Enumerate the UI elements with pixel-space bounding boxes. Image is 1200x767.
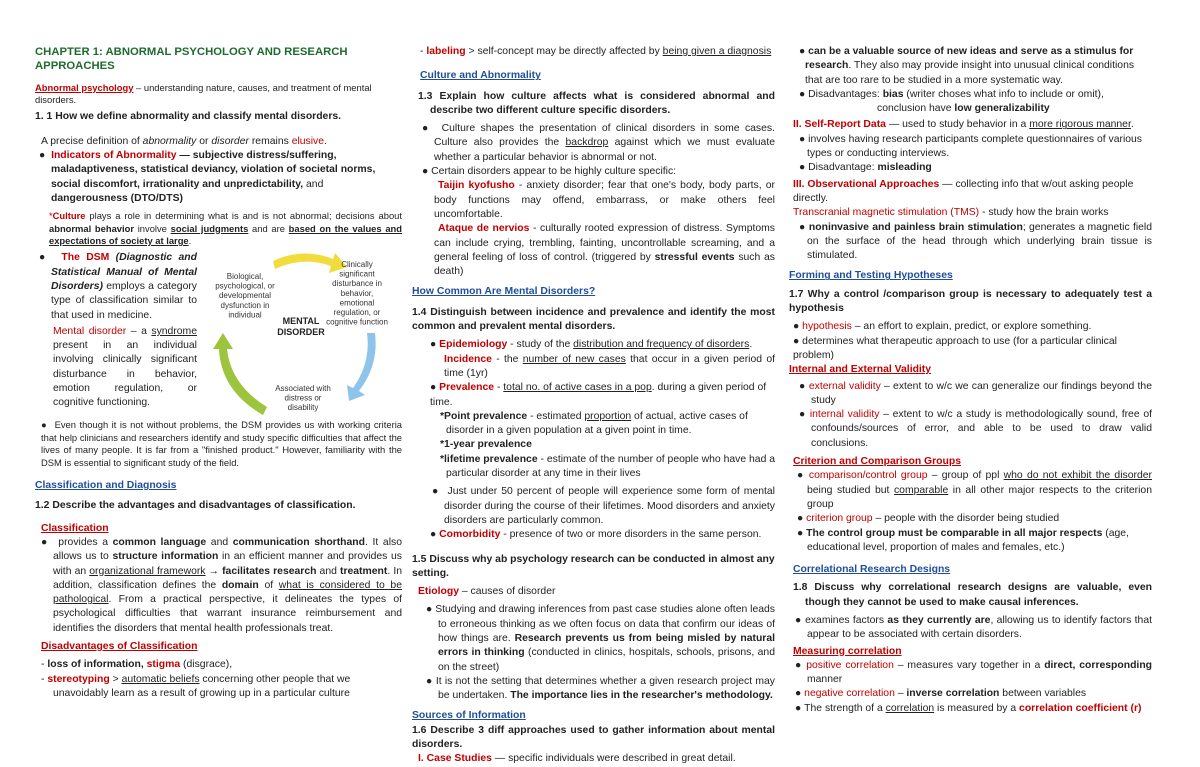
question-1-2: 1.2 Describe the advantages and disadvantages of classification.: [35, 500, 356, 512]
mental-disorder-definition: Mental disorder – a syndrome present in an individual involving clinically significant disturbance in behavior, emotion regulation, or cognitive functioning.: [53, 325, 197, 409]
studying-inferences: ● Studying and drawing inferences from past case studies alone often leads to erroneous thinking as we often focus on data that confirm our ideas of how things are. Research prevents us from being misled by natural errors in thinking (conducted in clinics, hospitals, schools, prisons, and on the street): [426, 604, 775, 673]
diagram-label-distress: Associated with distress or disability: [275, 384, 331, 413]
question-1-7: 1.7 Why a control /comparison group is necessary to adequately test a hypothesis: [789, 288, 1152, 315]
culture-abnormality-heading: Culture and Abnormality: [420, 70, 541, 82]
how-common-heading: How Common Are Mental Disorders?: [412, 286, 596, 298]
question-1-8: 1.8 Discuss why correlational research designs are valuable, even though they cannot be used to make causal inferences.: [793, 582, 1152, 608]
not-the-setting: ● It is not the setting that determines whether a given research project may be undertaken. The importance lies in the researcher's methodology.: [426, 675, 775, 702]
tms-noninvasive: ● noninvasive and painless brain stimulation; generates a magnetic field on the surface of the head through which underlying brain tissue is stimulated.: [799, 221, 1153, 262]
labeling-item: - labeling > self-concept may be directly affected by being given a diagnosis: [420, 46, 772, 57]
incidence: Incidence - the number of new cases that occur in a given period of time (1yr): [444, 353, 776, 379]
self-report-data: II. Self-Report Data — used to study behavior in a more rigorous manner.: [793, 119, 1134, 131]
mental-disorder-diagram: [203, 245, 403, 425]
disadvantage-loss-of-info: - loss of information, stigma (disgrace),: [41, 659, 233, 671]
culture-shapes: ● Culture shapes the presentation of clinical disorders in some cases. Culture also provides the backdrop against which we must evaluate whether a particular behavior is abnormal or not.: [422, 123, 775, 163]
control-comparable: ● The control group must be comparable in all major respects (age, educational level, proportion of males and females, etc.): [797, 527, 1129, 553]
column-1: [35, 45, 402, 701]
correlation-strength: ● The strength of a correlation is measured by a correlation coefficient (r): [795, 702, 1142, 714]
self-report-involves: ● involves having research participants complete questionnaires of various types or conducting interviews.: [799, 133, 1143, 160]
culture-note: *Culture plays a role in determining what is and is not abnormal; decisions about abnormal behavior involve social judgments and are based on the values and expectations of society at large.: [49, 210, 402, 246]
hypothesis: ● hypothesis – an effort to explain, predict, or explore something.: [793, 321, 1092, 333]
criterion-group: ● criterion group – people with the disorder being studied: [797, 513, 1060, 525]
yellow-arrow: [273, 253, 347, 273]
negative-correlation: ● negative correlation – inverse correlation between variables: [795, 688, 1087, 700]
classification-body: ● provides a common language and communication shorthand. It also allows us to structure information in an efficient manner and provides us with an organizational framework → facilitates research and treatment. In addition, classification defines the domain of what is considered to be pathological. From a practical perspective, it delineates the types of psychological difficulties that warrant insurance reimbursement and identifies the disorders that mental health professionals treat.: [41, 536, 402, 634]
case-studies: I. Case Studies — specific individuals were described in great detail.: [418, 753, 736, 765]
determines-approach: ● determines what therapeutic approach to use (for a particular clinical problem): [793, 335, 1117, 361]
forming-testing-heading: Forming and Testing Hypotheses: [789, 270, 953, 282]
column-2: [412, 45, 775, 767]
etiology: Etiology – causes of disorder: [418, 586, 556, 598]
green-arrow: [213, 333, 267, 415]
question-1-1: 1. 1 How we define abnormality and classify mental disorders.: [35, 111, 342, 123]
one-year-prevalence: *1-year prevalence: [440, 439, 532, 451]
disadvantages-heading: Disadvantages of Classification: [41, 641, 198, 652]
measuring-correlation-heading: Measuring correlation: [793, 645, 902, 657]
chapter-title: CHAPTER 1: ABNORMAL PSYCHOLOGY AND RESEARCH APPROACHES: [35, 46, 348, 73]
positive-correlation: ● positive correlation – measures vary together in a direct, corresponding manner: [795, 659, 1153, 686]
dsm-even-though: ● Even though it is not without problems, the DSM provides us with working criteria that help clinicians and researchers identify and study specific difficulties that affect the lives of many people. It is far from a "finished product." However, familiarity with the DSM is essential to significant study of the field.: [41, 419, 402, 468]
culture-specific-intro: ● Certain disorders appear to be highly culture specific:: [422, 166, 677, 178]
question-1-6: 1.6 Describe 3 diff approaches used to gather information about mental disorders.: [412, 724, 775, 751]
abnormal-psychology-definition: Abnormal psychology – understanding nature, causes, and treatment of mental disorders.: [35, 81, 372, 105]
comparison-group: ● comparison/control group – group of ppl who do not exhibit the disorder being studied but comparable in all other major respects to the criterion group: [797, 470, 1152, 510]
epidemiology: ● Epidemiology - study of the distribution and frequency of disorders.: [430, 339, 753, 351]
tms: Transcranial magnetic stimulation (TMS) - study how the brain works: [793, 207, 1109, 219]
classification-heading: Classification: [41, 522, 109, 534]
comorbidity: ● Comorbidity - presence of two or more disorders in the same person.: [430, 529, 762, 541]
fifty-percent: ● Just under 50 percent of people will experience some form of mental disorder during the course of their lifetimes. Mood disorders and anxiety disorders are particularly common.: [432, 486, 775, 526]
correlational-heading: Correlational Research Designs: [793, 564, 951, 576]
dsm-section: [35, 251, 402, 419]
case-study-value: ● can be a valuable source of new ideas and serve as a stimulus for research. They also may provide insight into unusual clinical conditions that are too rare to be studied in a more systematic way.: [799, 46, 1135, 86]
dsm-definition: ● The DSM (Diagnostic and Statistical Manual of Mental Disorders) employs a category type of classification similar to that used in medicine.: [39, 252, 198, 321]
diagram-label-dysfunction: Biological, psychological, or developmental dysfunction in individual: [215, 272, 275, 320]
diagram-label-disturbance: Clinically significant disturbance in behavior, emotional regulation, or cognitive function: [326, 260, 388, 328]
question-1-5: 1.5 Discuss why ab psychology research can be conducted in almost any setting.: [412, 553, 775, 579]
question-1-3: 1.3 Explain how culture affects what is considered abnormal and describe two different culture specific disorders.: [418, 90, 775, 116]
internal-validity: ● internal validity – extent to w/c a study is methodologically sound, free of confounds/sources of error, and able to be used to draw valid conclusions.: [799, 409, 1153, 449]
criterion-comparison-heading: Criterion and Comparison Groups: [793, 456, 961, 468]
taijin-kyofusho: Taijin kyofusho - anxiety disorder; fear that one's body, body parts, or body functions may offend, embarrass, or make others feel uncomfortable.: [434, 180, 775, 220]
indicators-of-abnormality: ● Indicators of Abnormality — subjective distress/suffering, maladaptiveness, statistical deviancy, violation of societal norms, social discomfort, irrationality and unpredictability, and dangerousness (DTO/DTS): [39, 150, 376, 204]
precise-definition: A precise definition of abnormality or disorder remains elusive.: [41, 135, 327, 147]
sources-heading: Sources of Information: [412, 710, 526, 722]
case-study-disadvantages: ● Disadvantages: bias (writer choses what info to include or omit),: [799, 88, 1104, 100]
lifetime-prevalence: *lifetime prevalence - estimate of the number of people who have had a particular disorder at any time in their lives: [440, 453, 776, 480]
external-validity: ● external validity – extent to w/c we can generalize our findings beyond the study: [799, 380, 1152, 406]
case-study-conclusion: conclusion have low generalizability: [877, 103, 1050, 115]
classification-diagnosis-heading: Classification and Diagnosis: [35, 480, 177, 492]
diagram-center-label: MENTAL DISORDER: [277, 316, 325, 338]
blue-arrow: [347, 333, 376, 401]
point-prevalence: *Point prevalence - estimated proportion of actual, active cases of disorder in a given population at a given point in time.: [440, 410, 748, 437]
question-1-4: 1.4 Distinguish between incidence and prevalence and identify the most common and prevalent mental disorders.: [412, 306, 775, 333]
column-3: [789, 45, 1152, 716]
validity-heading: Internal and External Validity: [789, 364, 932, 376]
observational-approaches: III. Observational Approaches — collecting info that w/out asking people directly.: [793, 178, 1134, 204]
self-report-disadvantage: ● Disadvantage: misleading: [799, 162, 932, 174]
examines-factors: ● examines factors as they currently are, allowing us to identify factors that appear to be associated with certain disorders.: [795, 614, 1152, 641]
prevalence: ● Prevalence - total no. of active cases in a pop. during a given period of time.: [430, 382, 767, 408]
disadvantage-stereotyping: - stereotyping > automatic beliefs concerning other people that we unavoidably learn as a result of growing up in a particular culture: [41, 673, 351, 699]
ataque-de-nervios: Ataque de nervios - culturally rooted expression of distress. Symptoms can include crying, trembling, fainting, uncontrollable screaming, and a general feeling of loss of control. (triggered by stressful events such as death): [434, 223, 775, 278]
dsm-text: [35, 251, 197, 410]
